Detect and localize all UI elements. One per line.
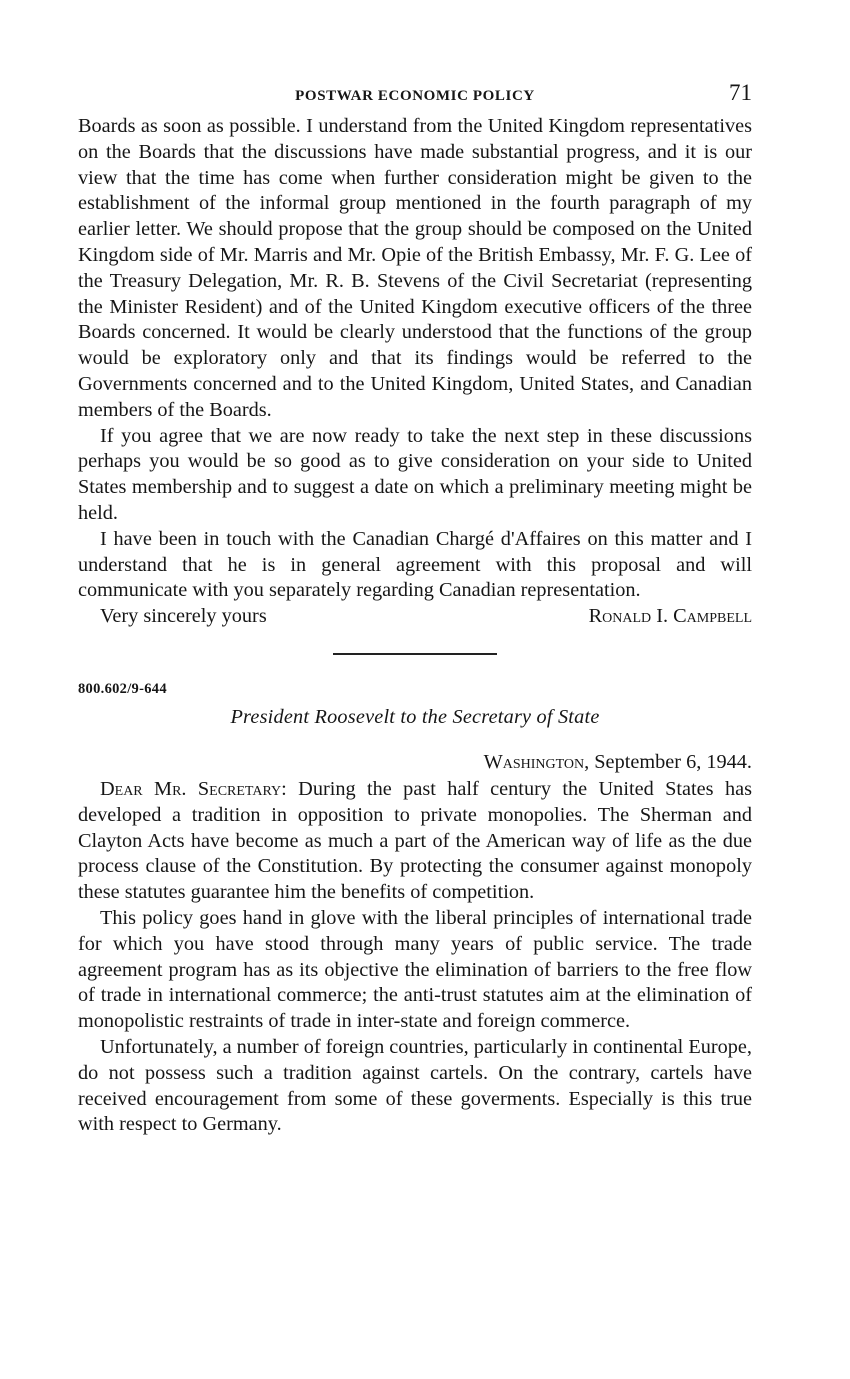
dateline-place: Washington, — [483, 750, 590, 773]
letter-roosevelt — [78, 681, 752, 1138]
dateline — [78, 749, 752, 775]
salutation: Dear Mr. Secretary: — [100, 777, 287, 800]
document-page — [78, 80, 752, 1138]
running-title: POSTWAR ECONOMIC POLICY — [295, 88, 535, 104]
page-number: 71 — [729, 80, 752, 105]
paragraph: If you agree that we are now ready to take the next step in these discussions perhaps you would be so good as to give consideration on your side to United States membership and to suggest a date on which a preliminary meeting might be held. — [78, 424, 752, 524]
paragraph — [78, 777, 752, 906]
closing-row — [78, 604, 752, 630]
paragraph: Boards as soon as possible. I understand from the United Kingdom representatives on the Boards that the discussions have made substantial progress, and it is our view that the time has come when further consideration might be given to the establishment of the informal group mentioned in the fourth paragraph of my earlier letter. We should propose that the group should be composed on the United Kingdom side of Mr. Marris and Mr. Opie of the British Embassy, Mr. F. G. Lee of the Treasury Delegation, Mr. R. B. Stevens of the Civil Secretariat (representing the Minister Resident) and of the United Kingdom executive officers of the three Boards concerned. It would be clearly understood that the functions of the group would be exploratory only and that its findings would be referred to the Governments concerned and to the United Kingdom, United States, and Canadian members of the Boards. — [78, 115, 752, 421]
document-title: President Roosevelt to the Secretary of State — [230, 705, 600, 728]
letter-campbell — [78, 114, 752, 630]
signature: Ronald I. Campbell — [588, 605, 752, 628]
complimentary-close: Very sincerely yours — [100, 605, 267, 628]
section-divider — [333, 653, 497, 655]
file-number: 800.602/9-644 — [78, 680, 167, 697]
dateline-date: September 6, 1944. — [594, 750, 752, 773]
paragraph: I have been in touch with the Canadian Chargé d'Affaires on this matter and I understand that he is in general agreement with this proposal and will communicate with you separately regarding Canadian representation. — [78, 527, 752, 602]
paragraph-text: During the past half century the United States has developed a tradition in opposition to private monopolies. The Sherman and Clayton Acts have become as much a part of the American way of life as the due process clause of the Constitution. By protecting the consumer against monopoly these statutes guarantee him the benefits of competition. — [78, 777, 752, 904]
paragraph: Unfortunately, a number of foreign countries, particularly in continental Europe, do not possess such a tradition against cartels. On the contrary, cartels have received encouragement from some of these goverments. Especially is this true with respect to Germany. — [78, 1035, 752, 1136]
running-header — [78, 80, 752, 114]
paragraph: This policy goes hand in glove with the liberal principles of international trade for which you have stood through many years of public service. The trade agreement program has as its objective the elimination of barriers to the free flow of trade in international commerce; the anti-trust statutes aim at the elimination of monopolistic restraints of trade in inter-state and foreign commerce. — [78, 906, 752, 1033]
